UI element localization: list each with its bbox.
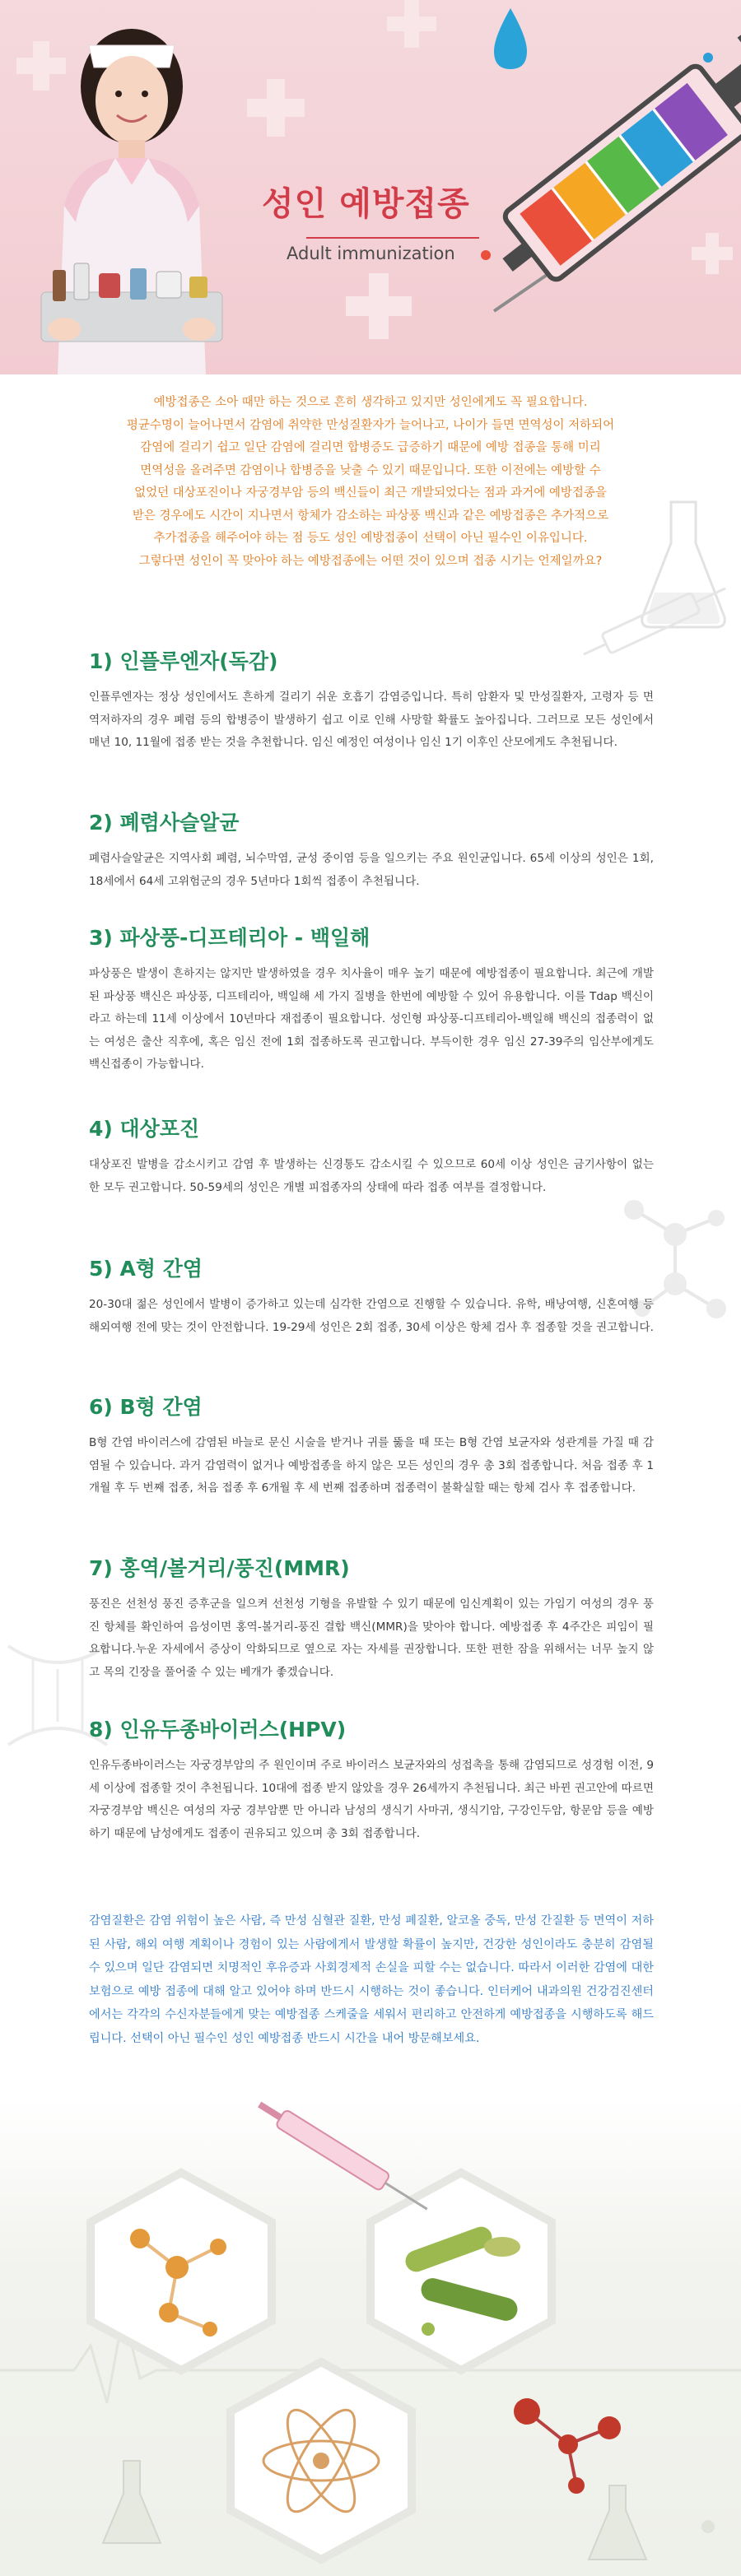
section-influenza bbox=[89, 645, 654, 755]
page-title: 성인 예방접종 bbox=[262, 185, 470, 223]
page-subtitle: Adult immunization bbox=[287, 244, 455, 263]
section-heading: 7) 홍역/볼거리/풍진(MMR) bbox=[89, 1556, 350, 1580]
section-heading: 8) 인유두종바이러스(HPV) bbox=[89, 1718, 347, 1741]
closing-text: 감염질환은 감염 위험이 높은 사람, 즉 만성 심혈관 질환, 만성 폐질환, 알코올 중독, 만성 간질환 등 면역이 저하된 사람, 해외 여행 계획이나 경험이 있는 사람에게서 발생할 확률이 높지만, 건강한 성인이라도 충분히 감염될 수 있으며 일단 감염되면 치명적인 후유증과 사회경제적 손실을 피할 수는 없습니다. 따라서 이러한 감염에 대한 보험으로 예방 접종에 대해 알고 있어야 하며 반드시 시행하는 것이 좋습니다. 인터케어 내과의원 건강검진센터에서는 각각의 수신자분들에게 맞는 예방접종 스케줄을 세워서 편리하고 안전하게 예방접종을 시행하도록 해드립니다. 선택이 아닌 필수인 성인 예방접종 반드시 시간을 내어 방문해보세요. bbox=[89, 1914, 654, 2045]
intro-line: 추가접종을 해주어야 하는 점 등도 성인 예방접종이 선택이 아닌 필수인 이유입니다. bbox=[153, 532, 588, 545]
section-body: 20-30대 젊은 성인에서 발병이 증가하고 있는데 심각한 간염으로 진행할 수 있습니다. 유학, 배낭여행, 신혼여행 등 해외여행 전에 맞는 것이 안전합니다. 19-29세 성인은 2회 접종, 30세 이상은 항체 검사 후 접종할 것을 권고합니다. bbox=[89, 1298, 654, 1334]
section-body: 파상풍은 발생이 흔하지는 않지만 발생하였을 경우 치사율이 매우 높기 때문에 예방접종이 필요합니다. 최근에 개발된 파상풍 백신은 파상풍, 디프테리아, 백일해 세 가지 질병을 한번에 예방할 수 있어 유용합니다. 이를 Tdap 백신이라고 하는데 11세 이상에서 10년마다 재접종이 필요합니다. 성인형 파상풍-디프테리아-백일해 백신의 접종력이 없는 여성은 출산 직후에, 혹은 임신 전에 1회 접종하도록 권고합니다. 부득이한 경우 임신 27-39주의 임산부에게도 백신접종이 가능합니다. bbox=[89, 967, 654, 1071]
intro-line: 없었던 대상포진이나 자궁경부암 등의 백신들이 최근 개발되었다는 점과 과거에 예방접종을 bbox=[134, 486, 607, 500]
section-heading: 5) A형 간염 bbox=[89, 1257, 203, 1281]
section-mmr bbox=[89, 1552, 654, 1684]
nurse-illustration bbox=[25, 8, 239, 374]
footer-illustration bbox=[0, 2099, 741, 2576]
section-heading: 6) B형 간염 bbox=[89, 1395, 203, 1419]
section-pneumococcus bbox=[89, 807, 654, 893]
intro-line: 그렇다면 성인이 꼭 맞아야 하는 예방접종에는 어떤 것이 있으며 접종 시기는 언제일까요? bbox=[138, 554, 603, 568]
section-heading: 4) 대상포진 bbox=[89, 1117, 200, 1141]
syringe-icon bbox=[461, 0, 741, 374]
intro-line: 받은 경우에도 시간이 지나면서 항체가 감소하는 파상풍 백신과 같은 예방접종은 추가적으로 bbox=[132, 509, 609, 523]
section-body: 인유두종바이러스는 자궁경부암의 주 원인이며 주로 바이러스 보균자와의 성접촉을 통해 감염되므로 성경험 이전, 9세 이상에 접종할 것이 추천됩니다. 10대에 접종 받지 않았을 경우 26세까지 추천됩니다. 최근 바뀐 권고안에 따르면 자궁경부암 백신은 여성의 자궁 경부암뿐 만 아니라 남성의 생식기 사마귀, 생식기암, 구강인두암, 항문암 등을 예방하기 때문에 남성에게도 접종이 권유되고 있으며 총 3회 접종합니다. bbox=[89, 1759, 654, 1840]
section-heading: 1) 인플루엔자(독감) bbox=[89, 649, 278, 673]
section-body: 인플루엔자는 정상 성인에서도 흔하게 걸리기 쉬운 호흡기 감염증입니다. 특히 암환자 및 만성질환자, 고령자 등 면역저하자의 경우 폐렴 등의 합병증이 발생하기 쉽고 이로 인해 사망할 확률도 높아집니다. 그러므로 모든 성인에서 매년 10, 11월에 접종 받는 것을 추천합니다. 임신 예정인 여성이나 임신 1기 이후인 산모에게도 추천됩니다. bbox=[89, 690, 654, 749]
water-drop-icon bbox=[494, 0, 527, 69]
section-hepatitis-a bbox=[89, 1253, 654, 1339]
intro-line: 면역성을 올려주면 감염이나 합병증을 낮출 수 있기 때문입니다. 또한 이전에는 예방할 수 bbox=[140, 463, 601, 477]
section-hepatitis-b bbox=[89, 1391, 654, 1500]
section-body: 폐렴사슬알균은 지역사회 폐렴, 뇌수막염, 균성 중이염 등을 일으키는 주요 원인균입니다. 65세 이상의 성인은 1회, 18세에서 64세 고위험군의 경우 5년마다 1회씩 접종이 추천됩니다. bbox=[89, 852, 654, 888]
intro-line: 감염에 걸리기 쉽고 일단 감염에 걸리면 합병증도 급증하기 때문에 예방 접종을 통해 미리 bbox=[140, 441, 601, 454]
title-underline bbox=[306, 237, 479, 239]
intro-line: 평균수명이 늘어나면서 감염에 취약한 만성질환자가 늘어나고, 나이가 들면 면역성이 저하되어 bbox=[126, 418, 615, 432]
section-body: 대상포진 발병을 감소시키고 감염 후 발생하는 신경통도 감소시킬 수 있으므로 60세 이상 성인은 금기사항이 없는 한 모두 권고합니다. 50-59세의 성인은 개별 피접종자의 상태에 따라 접종 여부를 결정합니다. bbox=[89, 1158, 654, 1194]
hero-banner bbox=[0, 0, 741, 374]
science-hexagons bbox=[0, 2099, 741, 2576]
section-heading: 3) 파상풍-디프테리아 - 백일해 bbox=[89, 926, 370, 950]
section-body: 풍진은 선천성 풍진 증후군을 일으켜 선천성 기형을 유발할 수 있기 때문에 임신계획이 있는 가임기 여성의 경우 풍진 항체를 확인하여 음성이면 홍역-볼거리-풍진 결합 백신(MMR)을 맞아야 합니다. 예방접종 후 4주간은 피임이 필요합니다.누운 자세에서 증상이 악화되므로 옆으로 자는 자세를 권장합니다. 또한 편한 잠을 위해서는 너무 높지 않고 목의 긴장을 풀어줄 수 있는 베개가 좋겠습니다. bbox=[89, 1597, 654, 1679]
intro-line: 예방접종은 소아 때만 하는 것으로 흔히 생각하고 있지만 성인에게도 꼭 필요합니다. bbox=[153, 396, 588, 409]
section-body: B형 간염 바이러스에 감염된 바늘로 문신 시술을 받거나 귀를 뚫을 때 또는 B형 간염 보균자와 성관계를 가질 때 감염될 수 있습니다. 과거 감염력이 없거나 예방접종을 하지 않은 모든 성인의 경우 총 3회 접종합니다. 처음 접종 후 1개월 후 두 번째 접종, 처음 접종 후 6개월 후 세 번째 접종하며 접종력이 불확실할 때는 항체 검사 후 접종합니다. bbox=[89, 1436, 654, 1495]
section-tdap bbox=[89, 922, 654, 1076]
intro-text bbox=[58, 392, 683, 573]
section-heading: 2) 폐렴사슬알균 bbox=[89, 811, 240, 835]
section-shingles bbox=[89, 1113, 654, 1199]
section-hpv bbox=[89, 1713, 654, 1845]
